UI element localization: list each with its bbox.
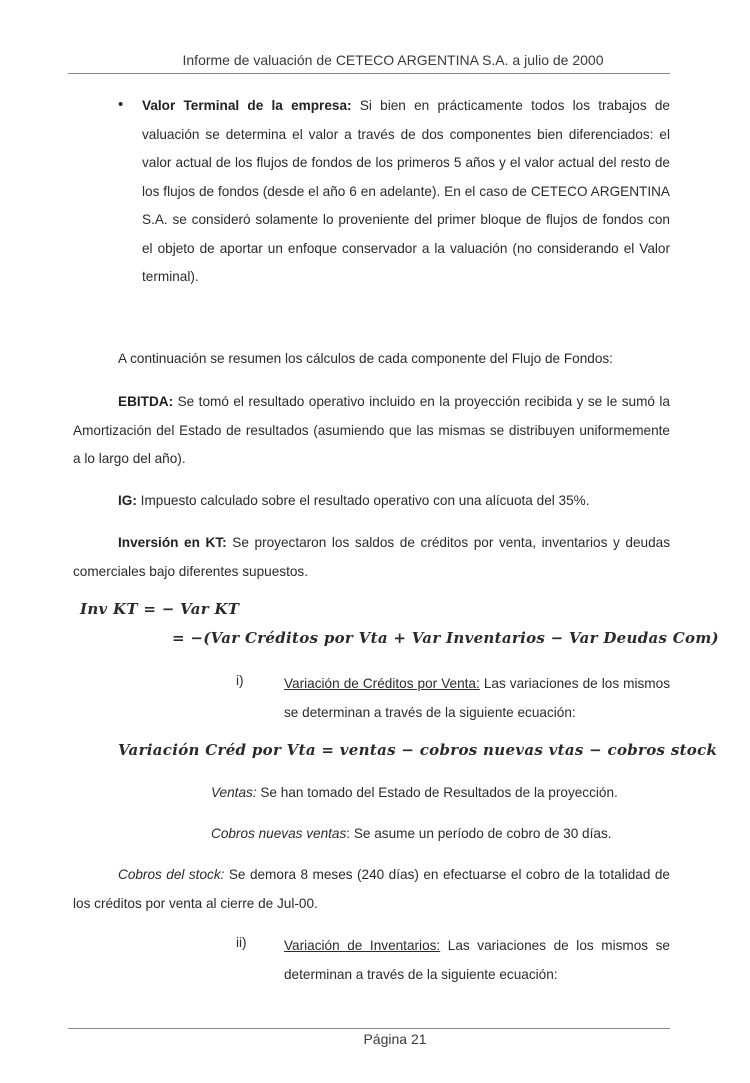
bullet-icon: • (118, 96, 124, 113)
inv-kt-body: Se proyectaron los saldos de créditos por venta, inventarios y deudas comerciales bajo diferentes supuestos. (73, 535, 670, 579)
cobros-nuevas-body: : Se asume un período de cobro de 30 días. (346, 826, 612, 841)
equation-inv-kt-expansion: = −(Var Créditos por Vta + Var Inventarios − Var Deudas Com) (172, 629, 719, 647)
ig-paragraph (73, 487, 670, 516)
item-paragraph (284, 932, 670, 989)
equation-variacion-creditos: Variación Créd por Vta = ventas − cobros nuevas vtas − cobros stock (118, 741, 718, 759)
ig-label: IG: (118, 493, 137, 508)
ventas-body: Se han tomado del Estado de Resultados de la proyección. (256, 785, 618, 800)
ebitda-label: EBITDA: (118, 394, 174, 409)
item-title: Variación de Inventarios: (284, 938, 441, 953)
bullet-paragraph (142, 92, 670, 292)
header-divider (68, 73, 670, 74)
bullet-valor-terminal (118, 92, 670, 292)
cobros-nuevas-paragraph (211, 820, 671, 849)
cobros-stock-body: Se demora 8 meses (240 días) en efectuarse el cobro de la totalidad de los créditos por venta al cierre de Jul-00. (73, 867, 670, 911)
cobros-stock-paragraph (73, 861, 670, 918)
item-paragraph (284, 670, 670, 727)
ebitda-paragraph (73, 388, 670, 474)
intro-paragraph: A continuación se resumen los cálculos de cada componente del Flujo de Fondos: (118, 351, 613, 366)
inv-kt-label: Inversión en KT: (118, 535, 227, 550)
ebitda-body: Se tomó el resultado operativo incluido en la proyección recibida y se le sumó la Amortización del Estado de resultados (asumiendo que las mismas se distribuyen uniformemente a lo largo del año). (73, 394, 670, 466)
footer-divider (68, 1028, 670, 1029)
ventas-label: Ventas: (211, 785, 257, 800)
bullet-label: Valor Terminal de la empresa: (142, 98, 352, 113)
ig-body: Impuesto calculado sobre el resultado operativo con una alícuota del 35%. (136, 493, 590, 508)
bullet-body: Si bien en prácticamente todos los trabajos de valuación se determina el valor a través de dos componentes bien diferenciados: el valor actual de los flujos de fondos de los primeros 5 años y el valor actual del resto de los flujos de fondos (desde el año 6 en adelante). En el caso de CETECO ARGENTINA S.A. se consideró solamente lo proveniente del primer bloque de flujos de fondos con el objeto de aportar un enfoque conservador a la valuación (no considerando el Valor terminal). (142, 98, 670, 284)
cobros-nuevas-label: Cobros nuevas ventas (211, 826, 347, 841)
equation-inv-kt: Inv KT = − Var KT (80, 600, 240, 618)
item-title: Variación de Créditos por Venta: (284, 676, 480, 691)
list-item-i (236, 670, 670, 727)
inv-kt-paragraph (73, 529, 670, 586)
item-body: Las variaciones de los mismos se determinan a través de la siguiente ecuación: (284, 676, 670, 720)
item-body: Las variaciones de los mismos se determinan a través de la siguiente ecuación: (284, 938, 670, 982)
item-number: ii) (236, 935, 247, 950)
list-item-ii (236, 932, 670, 989)
ventas-paragraph (211, 779, 671, 808)
item-number: i) (236, 673, 244, 688)
page-header: Informe de valuación de CETECO ARGENTINA S.A. a julio de 2000 (182, 52, 604, 68)
page-number: Página 21 (363, 1031, 427, 1047)
cobros-stock-label: Cobros del stock: (118, 867, 225, 882)
